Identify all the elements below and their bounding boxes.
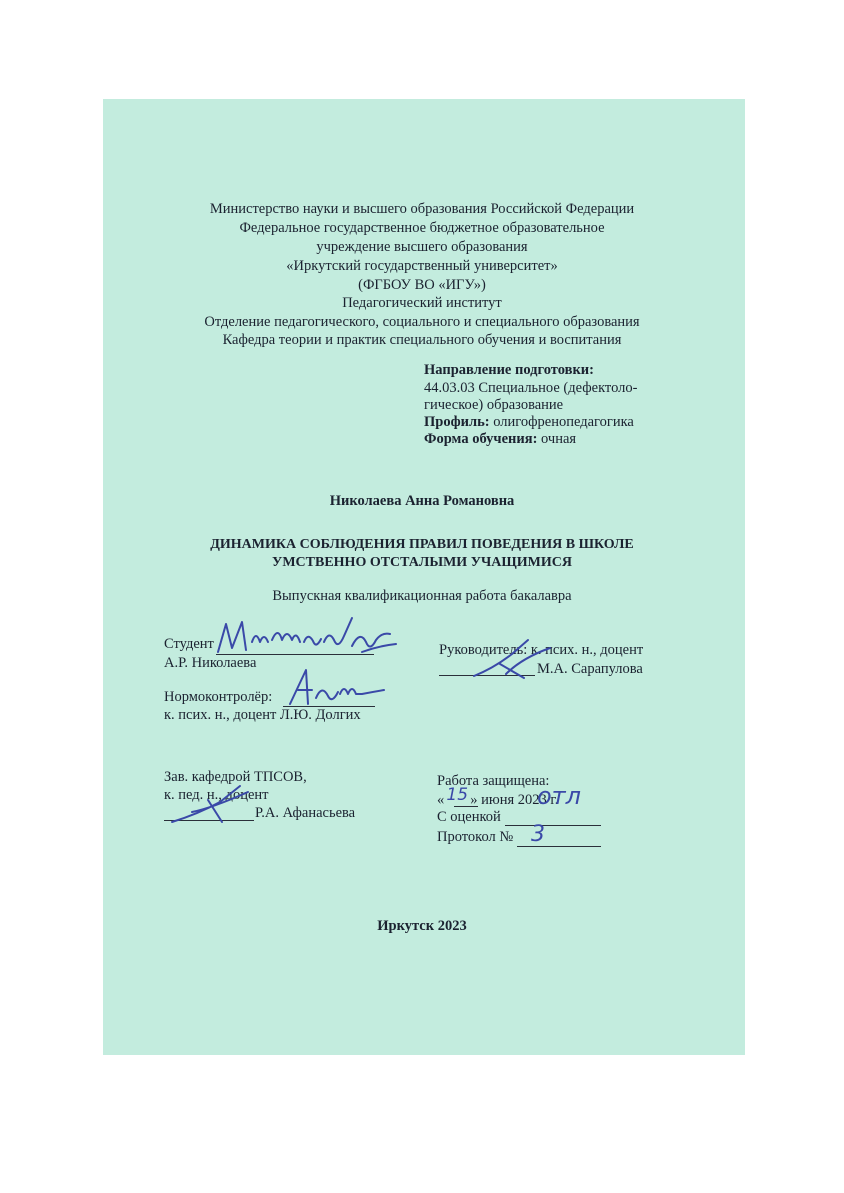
defense-day-handwritten: 15 bbox=[446, 785, 469, 805]
department-line: Отделение педагогического, социального и специального образования bbox=[204, 314, 640, 330]
institution-type-line: учреждение высшего образования bbox=[316, 239, 528, 255]
student-name: А.Р. Николаева bbox=[164, 655, 257, 671]
direction-label: Направление подготовки: bbox=[424, 362, 594, 378]
direction-value-2: гическое) образование bbox=[424, 397, 564, 413]
protocol-line bbox=[517, 846, 601, 847]
head-label: Зав. кафедрой ТПСОВ, bbox=[164, 769, 307, 785]
thesis-title-line-1: ДИНАМИКА СОБЛЮДЕНИЯ ПРАВИЛ ПОВЕДЕНИЯ В ШКОЛЕ bbox=[210, 537, 634, 552]
defense-date-rest: » июня 2023 г. bbox=[470, 792, 559, 808]
normcontrol-name: к. псих. н., доцент Л.Ю. Долгих bbox=[164, 707, 361, 723]
head-degree: к. пед. н., доцент bbox=[164, 787, 269, 803]
student-label: Студент bbox=[164, 636, 214, 652]
protocol-label: Протокол № bbox=[437, 829, 514, 845]
date-quote-open: « bbox=[437, 792, 445, 808]
student-signature bbox=[212, 612, 402, 660]
grade-label: С оценкой bbox=[437, 809, 501, 825]
head-signature bbox=[168, 780, 268, 830]
direction-value-1: 44.03.03 Специальное (дефектоло- bbox=[424, 380, 638, 396]
institute-name: Педагогический институт bbox=[342, 295, 502, 311]
university-name: «Иркутский государственный университет» bbox=[286, 258, 558, 274]
supervisor-name: М.А. Сарапулова bbox=[537, 661, 643, 677]
protocol-number-handwritten: 3 bbox=[531, 822, 545, 847]
federal-line: Федеральное государственное бюджетное образовательное bbox=[239, 220, 605, 236]
ministry-line: Министерство науки и высшего образования Российской Федерации bbox=[209, 201, 635, 217]
defense-day-line bbox=[454, 806, 478, 807]
study-form-value: очная bbox=[541, 431, 577, 447]
normcontrol-label: Нормоконтролёр: bbox=[164, 689, 273, 705]
study-form-row bbox=[424, 430, 576, 448]
normcontrol-signature bbox=[270, 664, 390, 710]
chair-line: Кафедра теории и практик специального обучения и воспитания bbox=[222, 332, 622, 348]
profile-row bbox=[424, 413, 634, 431]
city-year: Иркутск 2023 bbox=[377, 918, 467, 934]
author-name: Николаева Анна Романовна bbox=[329, 493, 515, 509]
university-abbr: (ФГБОУ ВО «ИГУ») bbox=[358, 277, 486, 293]
profile-value: олигофренопедагогика bbox=[493, 414, 634, 430]
defense-status: Работа защищена: bbox=[437, 773, 550, 789]
grade-handwritten: отл bbox=[537, 782, 582, 810]
head-name: Р.А. Афанасьева bbox=[255, 805, 356, 821]
supervisor-label: Руководитель: к. псих. н., доцент bbox=[439, 642, 644, 658]
thesis-title-line-2: УМСТВЕННО ОТСТАЛЫМИ УЧАЩИМИСЯ bbox=[272, 555, 572, 570]
grade-line bbox=[505, 825, 601, 826]
profile-label: Профиль: bbox=[424, 414, 490, 430]
study-form-label: Форма обучения: bbox=[424, 431, 538, 447]
work-type: Выпускная квалификационная работа бакалавра bbox=[272, 588, 572, 604]
